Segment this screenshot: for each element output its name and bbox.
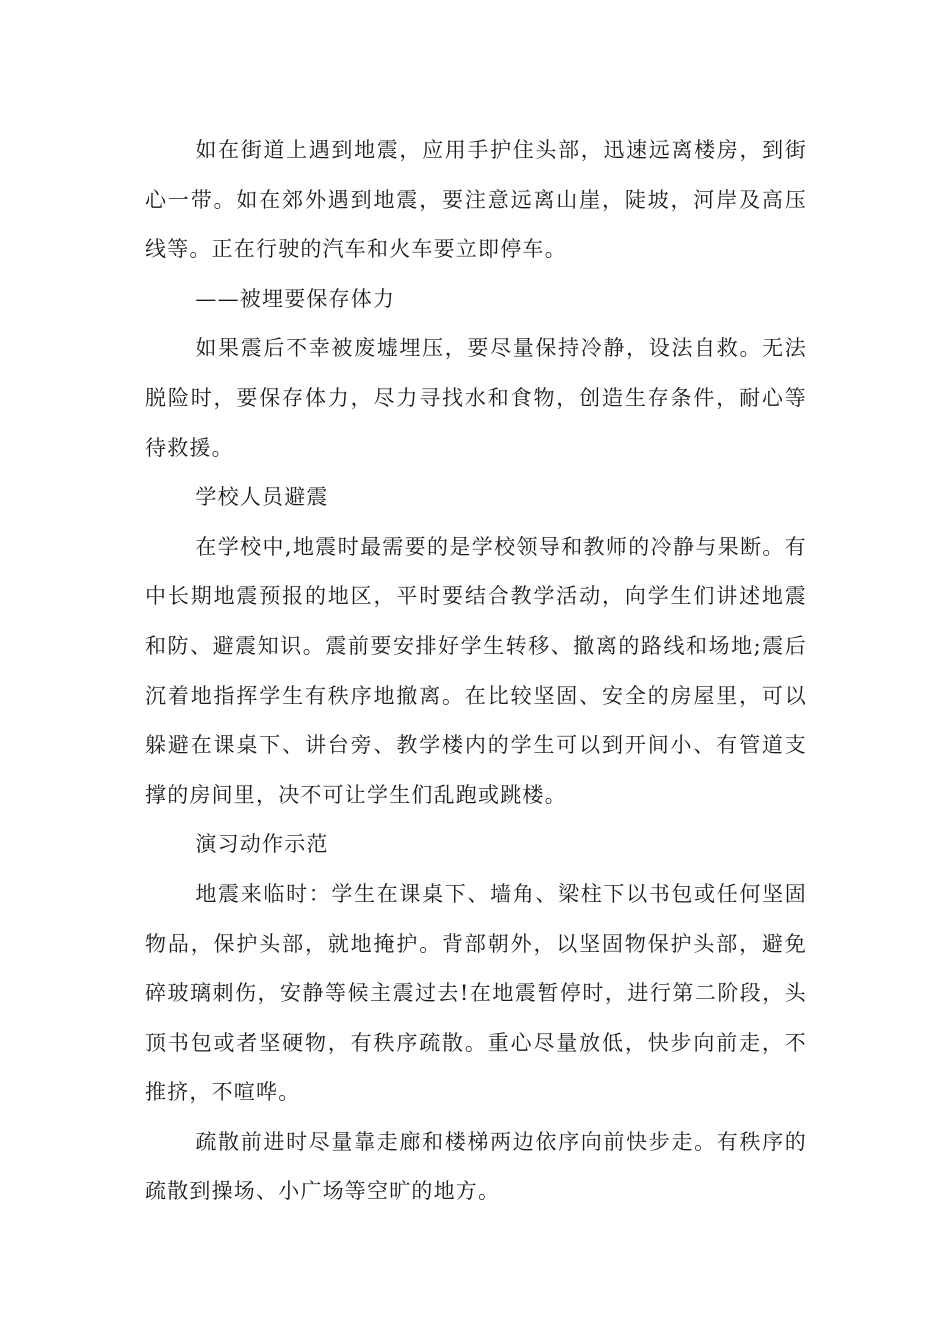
paragraph-school-guidance: 在学校中,地震时最需要的是学校领导和教师的冷静与果断。有中长期地震预报的地区，平时要结合教学活动，向学生们讲述地震和防、避震知识。震前要安排好学生转移、撤离的路线和场地;震后沉着地指挥学生有秩序地撤离。在比较坚固、安全的房屋里，可以躲避在课桌下、讲台旁、教学楼内的学生可以到开间小、有管道支撑的房间里，决不可让学生们乱跑或跳楼。 [145, 534, 807, 807]
document-body [145, 126, 807, 1217]
paragraph-earthquake-arrival: 地震来临时：学生在课桌下、墙角、梁柱下以书包或任何坚固物品，保护头部，就地掩护。背部朝外，以坚固物保护头部，避免碎玻璃刺伤，安静等候主震过去!在地震暂停时，进行第二阶段，头顶书包或者坚硬物，有秩序疏散。重心尽量放低，快步向前走，不推挤，不喧哗。 [145, 881, 807, 1105]
paragraph-street-safety: 如在街道上遇到地震，应用手护住头部，迅速远离楼房，到街心一带。如在郊外遇到地震，要注意远离山崖，陡坡，河岸及高压线等。正在行驶的汽车和火车要立即停车。 [145, 138, 807, 262]
paragraph-buried-self-rescue: 如果震后不幸被废墟埋压，要尽量保持冷静，设法自救。无法脱险时，要保存体力，尽力寻找水和食物，创造生存条件，耐心等待救援。 [145, 336, 807, 460]
heading-buried-conserve-energy: ——被埋要保存体力 [195, 286, 396, 311]
heading-drill-demonstration: 演习动作示范 [195, 832, 329, 857]
heading-school-evacuation: 学校人员避震 [195, 485, 329, 510]
paragraph-evacuation-route: 疏散前进时尽量靠走廊和楼梯两边依序向前快步走。有秩序的疏散到操场、小广场等空旷的地方。 [145, 1129, 807, 1204]
